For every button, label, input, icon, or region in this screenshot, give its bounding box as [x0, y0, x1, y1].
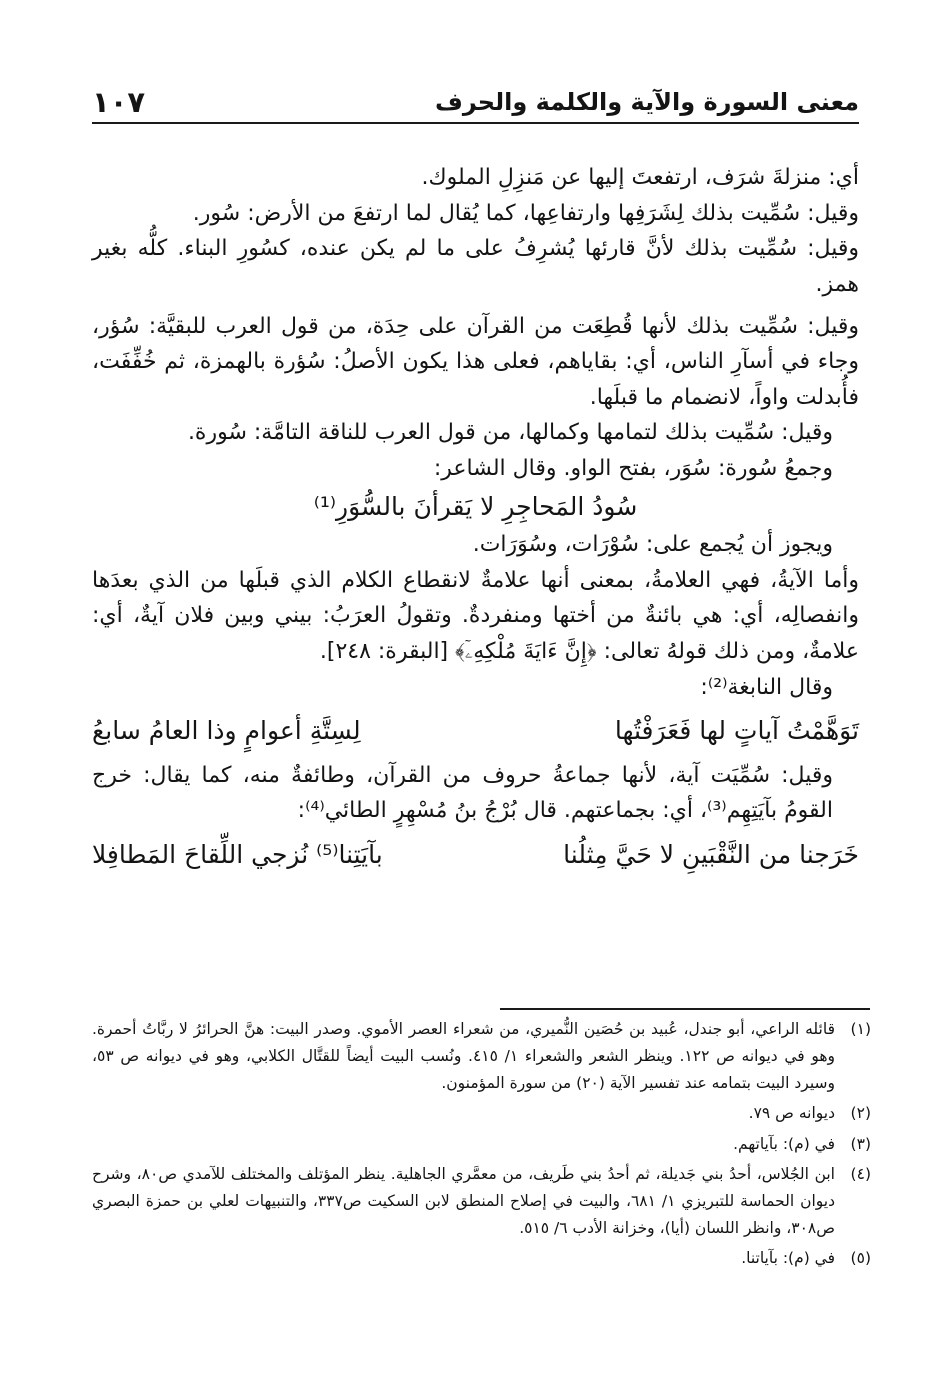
footnote-text: ابن الجُلاس، أحدُ بني جَديلة، ثم أحدُ بني طَريف، من معمَّري الجاهلية. ينظر المؤتلف والمختلف للآمدي ص٨٠، وشرح ديوان الحماسة للتبريزي ١/ ٦٨١، والبيت في إصلاح المنطق لابن السكيت ص٣٣٧، والتنبيهات لعلي بن حمزة البصري ص٣٠٨، وانظر اللسان (أيا)، وخزانة الأدب ٦/ ٥١٥. [92, 1164, 836, 1237]
footnote-text: قائله الراعي، أبو جندل، عُبيد بن حُصَين النُّميري، من شعراء العصر الأموي. وصدر البيت: هنَّ الحرائرُ لا ربَّاتُ أحمرة. وهو في ديوانه ص ١٢٢. وينظر الشعر والشعراء ١/ ٤١٥. ونُسب البيت أيضاً للقتَّال الكلابي، وهو في ديوانه ص ٥٣، وسيرد البيت بتمامه عند تفسير الآية (٢٠) من سورة المؤمنون. [92, 1020, 836, 1093]
footnote [92, 1100, 871, 1127]
paragraph: وقيل: سُمِّيت بذلك لتمامها وكمالها، من قول العرب للناقة التامَّة: سُورة. [187, 420, 833, 446]
verse-hemistich-first: خَرَجنا من النَّقْبَينِ لا حَيَّ مِثلُنا [563, 840, 859, 869]
footnote-text: في (م): بآياتنا. [741, 1249, 835, 1267]
footnote-number: (٣) [850, 1134, 871, 1153]
footnote-number: (٤) [850, 1164, 871, 1183]
page-header [92, 82, 859, 124]
paragraph: وقيل: سُمِّيت بذلك لأنَّ قارئها يُشرِفُ على ما لم يكن عنده، كسُورِ البناء. كلُّه بغير همز. [92, 236, 859, 297]
verse-couplet [92, 711, 859, 752]
paragraph: أي: منزلةَ شرَف، ارتفعتَ إليها عن مَنزِلِ الملوك. [421, 165, 859, 190]
footnote [92, 1161, 871, 1242]
paragraph: وقيل: سُمِّيت بذلك لِشَرَفِها وارتفاعِها، كما يُقال لما ارتفعَ من الأرض: سُور. [192, 200, 859, 226]
footnote [92, 1016, 871, 1097]
paragraph: وقيل: سُمِّيَت آية، لأنها جماعةُ حروف من القرآن، وطائفةٌ منه، كما يقال: خرج القومُ بآيَتِهِم⁽³⁾، أي: بجماعتهم. قال بُرْجُ بنُ مُسْهِرٍ الطائي⁽⁴⁾: [92, 762, 833, 824]
footnote-number: (٢) [850, 1104, 871, 1123]
verse-line: سُودُ المَحاجِرِ لا يَقرأنَ بالسُّوَرِ⁽¹⁾ [313, 491, 638, 521]
verse-hemistich-second: لِسِتَّةِ أعوامٍ وذا العامُ سابعُ [92, 716, 361, 746]
verse-couplet [92, 835, 859, 876]
footnotes [92, 1016, 871, 1275]
footnote-number: (١) [850, 1020, 871, 1038]
main-text [92, 160, 859, 882]
footnote [92, 1245, 871, 1272]
footnote-number: (٥) [850, 1249, 871, 1267]
paragraph: وأما الآيةُ، فهي العلامةُ، بمعنى أنها علامةٌ لانقطاع الكلام الذي قبلَها من الذي بعدَها وانفصالِه، أي: هي بائنةٌ من أختها ومنفردةٌ. وتقولُ العرَبُ: بيني وبين فلان آيةٌ، أي: علامةٌ، ومن ذلك قولهُ تعالى: ﴿إِنَّ ءَايَةَ مُلْكِهِۦٓ﴾ [البقرة: ٢٤٨]. [92, 567, 859, 664]
page-number: ١٠٧ [92, 85, 146, 119]
running-title: معنى السورة والآية والكلمة والحرف [435, 88, 859, 116]
paragraph: ويجوز أن يُجمع على: سُوْرَات، وسُوَرَات. [472, 532, 833, 558]
paragraph: وجمعُ سُورة: سُوَر، بفتح الواو. وقال الشاعر: [433, 456, 833, 481]
footnote [92, 1131, 871, 1158]
verse-hemistich-first: تَوَهَّمْتُ آياتٍ لها فَعَرَفْتُها [614, 716, 859, 746]
footnote-text: في (م): بآياتهم. [733, 1134, 835, 1153]
verse-hemistich-second: بآيَتِنا⁽⁵⁾ نُزجي اللِّقاحَ المَطافِلا [92, 840, 383, 869]
paragraph: وقيل: سُمِّيت بذلك لأنها قُطِعَت من القرآن على حِدَة، من قول العرب للبقيَّة: سُؤر، وجاء في أسآرِ الناس، أي: بقاياهم، فعلى هذا يكون الأصلُ: سُؤرة بالهمزة، ثم خُفِّفَت، فأُبدلت واواً، لانضمام ما قبلَها. [92, 313, 859, 410]
paragraph: وقال النابغة⁽²⁾: [700, 674, 833, 700]
footnote-separator [500, 1008, 870, 1010]
footnote-text: ديوانه ص ٧٩. [748, 1104, 835, 1123]
